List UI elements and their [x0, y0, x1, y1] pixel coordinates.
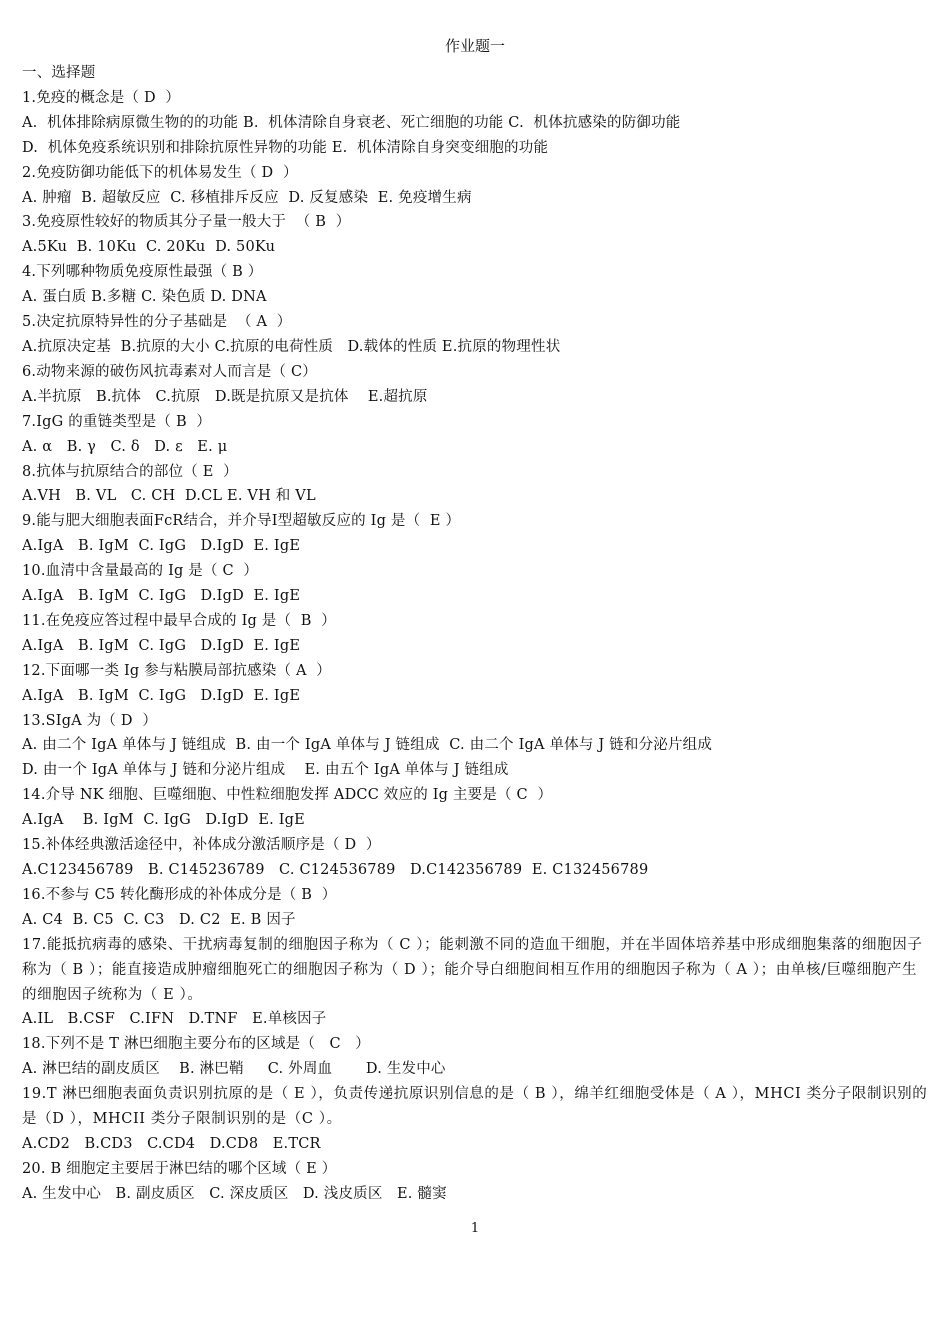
question-6: 6.动物来源的破伤风抗毒素对人而言是（ C） [22, 363, 317, 380]
question-9: 9.能与肥大细胞表面FcR结合，并介导Ⅰ型超敏反应的 Ig 是（ E ） [22, 513, 461, 530]
question-7: 7.IgG 的重链类型是（ B ） [22, 413, 212, 430]
options-15: A.C123456789 B. C145236789 C. C124536789 D.C142356789 E. C132456789 [22, 862, 649, 878]
options-19: A.CD2 B.CD3 C.CD4 D.CD8 E.TCR [22, 1135, 321, 1152]
options-17: A.IL B.CSF C.IFN D.TNF E.单核因子 [22, 1011, 327, 1028]
options-11: A.IgA B. IgM C. IgG D.IgD E. IgE [22, 637, 301, 654]
question-5: 5.决定抗原特异性的分子基础是 （ A ） [22, 314, 292, 331]
options-16: A. C4 B. C5 C. C3 D. C2 E. B 因子 [22, 911, 296, 928]
options-20: A. 生发中心 B. 副皮质区 C. 深皮质区 D. 浅皮质区 E. 髓窦 [22, 1185, 447, 1202]
options-7: A. α B. γ C. δ D. ε E. μ [22, 438, 228, 455]
options-18: A. 淋巴结的副皮质区 B. 淋巴鞘 C. 外周血 D. 生发中心 [22, 1061, 446, 1078]
question-1: 1.免疫的概念是（ D ） [22, 89, 181, 106]
question-11: 11.在免疫应答过程中最早合成的 Ig 是（ B ） [22, 612, 336, 629]
question-16: 16.不参与 C5 转化酶形成的补体成分是（ B ） [22, 886, 337, 903]
options-1b: D. 机体免疫系统识别和排除抗原性异物的功能 E. 机体清除自身突变细胞的功能 [22, 139, 549, 156]
page-number: 1 [470, 1221, 480, 1236]
options-12: A.IgA B. IgM C. IgG D.IgD E. IgE [22, 687, 301, 704]
question-3: 3.免疫原性较好的物质其分子量一般大于 （ B ） [22, 214, 351, 231]
options-10: A.IgA B. IgM C. IgG D.IgD E. IgE [22, 588, 301, 605]
question-19: 19.T 淋巴细胞表面负责识别抗原的是（ E ），负责传递抗原识别信息的是（ B ），绵羊红细胞受体是（ A ），MHCI 类分子限制识别的是（D ），MHCII 类分子限制识别的是（C ）。 [22, 1086, 928, 1128]
question-15: 15.补体经典激活途径中，补体成分激活顺序是（ D ） [22, 837, 381, 854]
question-8: 8.抗体与抗原结合的部位（ E ） [22, 463, 238, 480]
question-14: 14.介导 NK 细胞、巨噬细胞、中性粒细胞发挥 ADCC 效应的 Ig 主要是（ C ） [22, 787, 553, 804]
options-13a: A. 由二个 IgA 单体与 J 链组成 B. 由一个 IgA 单体与 J 链组成 C. 由二个 IgA 单体与 J 链和分泌片组成 [22, 737, 713, 754]
options-8: A.VH B. VL C. CH D.CL E. VH 和 VL [22, 488, 316, 505]
document-body [22, 61, 932, 1207]
options-14: A.IgA B. IgM C. IgG D.IgD E. IgE [22, 812, 305, 829]
question-4: 4.下列哪种物质免疫原性最强（ B ） [22, 264, 263, 281]
document-title: 作业题一 [444, 37, 505, 55]
question-17: 17.能抵抗病毒的感染、干扰病毒复制的细胞因子称为（ C ）；能刺激不同的造血干细胞，并在半固体培养基中形成细胞集落的细胞因子称为（ B ）；能直接造成肿瘤细胞死亡的细胞因子称为（ D ）；能介导白细胞间相互作用的细胞因子称为（ A ）；由单核/巨噬细胞产生的细胞因子统称为（ E ）。 [22, 936, 923, 1003]
question-10: 10.血清中含量最高的 Ig 是（ C ） [22, 563, 259, 580]
question-12: 12.下面哪一类 Ig 参与粘膜局部抗感染（ A ） [22, 662, 331, 679]
options-5: A.抗原决定基 B.抗原的大小 C.抗原的电荷性质 D.载体的性质 E.抗原的物理性状 [22, 338, 561, 355]
question-2: 2.免疫防御功能低下的机体易发生（ D ） [22, 164, 298, 181]
section-heading: 一、选择题 [22, 65, 96, 81]
options-6: A.半抗原 B.抗体 C.抗原 D.既是抗原又是抗体 E.超抗原 [22, 388, 428, 405]
options-4: A. 蛋白质 B.多糖 C. 染色质 D. DNA [22, 289, 267, 306]
question-20: 20. B 细胞定主要居于淋巴结的哪个区域（ E ） [22, 1160, 337, 1177]
options-2: A. 肿瘤 B. 超敏反应 C. 移植排斥反应 D. 反复感染 E. 免疫增生病 [22, 189, 472, 206]
options-3: A.5Ku B. 10Ku C. 20Ku D. 50Ku [22, 239, 276, 256]
question-18: 18.下列不是 T 淋巴细胞主要分布的区域是（ C ） [22, 1036, 370, 1053]
question-13: 13.SIgA 为（ D ） [22, 712, 158, 729]
options-9: A.IgA B. IgM C. IgG D.IgD E. IgE [22, 538, 301, 555]
options-13b: D. 由一个 IgA 单体与 J 链和分泌片组成 E. 由五个 IgA 单体与 J 链组成 [22, 762, 509, 779]
options-1a: A. 机体排除病原微生物的的功能 B. 机体清除自身衰老、死亡细胞的功能 C. 机体抗感染的防御功能 [22, 114, 681, 131]
